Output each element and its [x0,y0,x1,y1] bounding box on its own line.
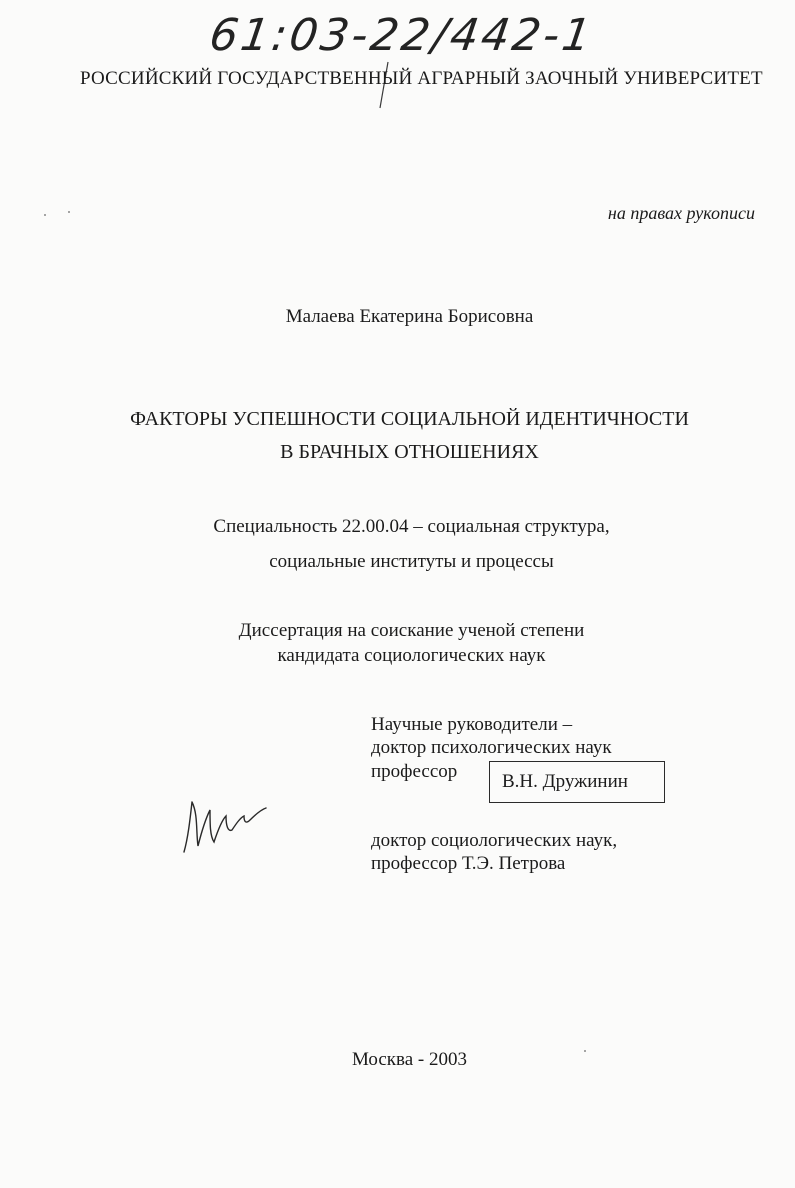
dissertation-degree-line-1: Диссертация на соискание ученой степени [238,620,585,641]
scan-speck [44,214,46,216]
scan-speck [68,211,70,213]
second-advisor-name: профессор Т.Э. Петрова [371,853,566,874]
advisors-heading: Научные руководители – [371,714,573,735]
manuscript-rights-note: на правах рукописи [607,203,755,223]
second-advisor-degree: доктор социологических наук, [371,830,618,851]
first-advisor-degree: доктор психологических наук [371,737,612,758]
specialty-line-1: Специальность 22.00.04 – социальная структура, [213,516,610,537]
handwritten-signature [180,780,270,860]
university-name: РОССИЙСКИЙ ГОСУДАРСТВЕННЫЙ АГРАРНЫЙ ЗАОЧНЫЙ УНИВЕРСИТЕТ [80,68,763,89]
city-year: Москва - 2003 [351,1049,468,1070]
thesis-title-line-2: В БРАЧНЫХ ОТНОШЕНИЯХ [280,441,539,463]
first-advisor-name-box: В.Н. Дружинин [489,761,665,803]
first-advisor-rank: профессор [371,761,458,782]
dissertation-degree-line-2: кандидата социологических наук [277,645,546,666]
specialty-line-2: социальные институты и процессы [269,551,554,572]
scan-speck [584,1050,586,1052]
thesis-title-line-1: ФАКТОРЫ УСПЕШНОСТИ СОЦИАЛЬНОЙ ИДЕНТИЧНОСТИ [130,408,689,430]
archive-number-handwritten: 61:03-22/442-1 [206,10,597,61]
author-name: Малаева Екатерина Борисовна [285,306,534,327]
